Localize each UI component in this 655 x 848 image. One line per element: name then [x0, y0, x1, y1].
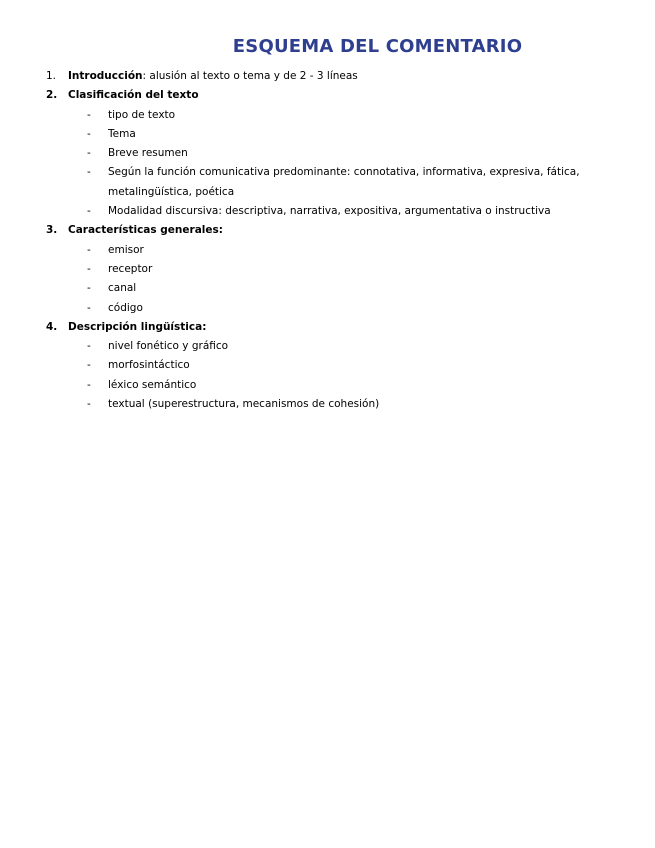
dash-bullet: -	[87, 166, 91, 179]
list-item: - código	[46, 299, 636, 318]
dash-bullet: -	[87, 378, 91, 391]
section-1	[46, 67, 636, 86]
section-2	[46, 86, 636, 105]
section-number: 4.	[46, 320, 58, 333]
dash-bullet: -	[87, 108, 91, 121]
list-item: - Breve resumen	[46, 144, 636, 163]
dash-bullet: -	[87, 301, 91, 314]
dash-bullet: -	[87, 147, 91, 160]
section-title: Clasificación del texto	[68, 89, 199, 102]
section-number: 3.	[46, 224, 58, 237]
dash-bullet: -	[87, 243, 91, 256]
outline-list	[46, 67, 636, 414]
dash-bullet: -	[87, 340, 91, 353]
section-number: 2.	[46, 89, 58, 102]
list-item: - receptor	[46, 260, 636, 279]
section-description: : alusión al texto o tema y de 2 - 3 líneas	[142, 70, 358, 82]
list-item: - léxico semántico	[46, 376, 636, 395]
dash-bullet: -	[87, 359, 91, 372]
section-title: Características generales:	[68, 224, 223, 237]
section-4	[46, 318, 636, 337]
list-item: - Modalidad discursiva: descriptiva, narrativa, expositiva, argumentativa o instructiva	[46, 202, 636, 221]
list-item: - Según la función comunicativa predominante: connotativa, informativa, expresiva, fática, metalingüística, poética	[46, 163, 636, 202]
dash-bullet: -	[87, 127, 91, 140]
dash-bullet: -	[87, 262, 91, 275]
dash-bullet: -	[87, 398, 91, 411]
list-item: - morfosintáctico	[46, 356, 636, 375]
section-title: Descripción lingüística:	[68, 320, 207, 333]
section-3	[46, 221, 636, 240]
list-item: - Tema	[46, 125, 636, 144]
list-item: - emisor	[46, 241, 636, 260]
dash-bullet: -	[87, 205, 91, 218]
list-item: - tipo de texto	[46, 106, 636, 125]
section-title: Introducción	[68, 70, 143, 82]
list-item: - nivel fonético y gráfico	[46, 337, 636, 356]
list-item: - textual (superestructura, mecanismos de cohesión)	[46, 395, 636, 414]
list-item: - canal	[46, 279, 636, 298]
dash-bullet: -	[87, 282, 91, 295]
document-title: ESQUEMA DEL COMENTARIO	[232, 36, 523, 57]
section-number: 1.	[46, 70, 57, 82]
